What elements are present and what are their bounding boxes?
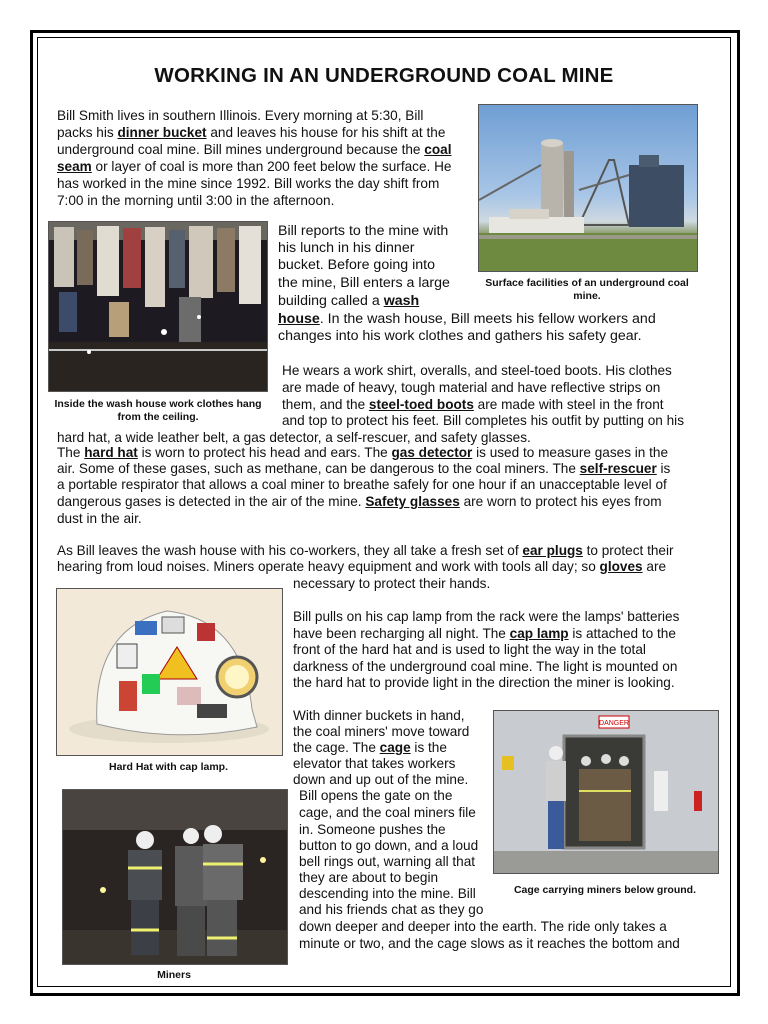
p2-line: the mine, Bill enters a large (278, 275, 450, 291)
term-cap-lamp: cap lamp (509, 626, 569, 641)
caption-miners: Miners (157, 969, 191, 981)
p5-line: have been recharging all night. The cap lamp is attached to the (293, 626, 676, 641)
p2-line: building called a wash (278, 293, 420, 309)
p6-line: descending into the mine. Bill (299, 886, 476, 901)
p6-line: in. Someone pushes the (299, 822, 446, 837)
wash-house-drawing (49, 222, 267, 391)
p5-line: the hard hat to provide light in the direction the miner is looking. (293, 675, 675, 690)
p6-line: down and up out of the mine. (293, 772, 469, 787)
term-self-rescuer: self-rescuer (579, 461, 657, 476)
p3-line: hard hat, a wide leather belt, a gas detector, a self-rescuer, and safety glasses. (57, 430, 531, 445)
p3-line: and top to protect his feet. Bill completes his outfit by putting on his (282, 413, 684, 428)
p4-line: As Bill leaves the wash house with his co-workers, they all take a fresh set of ear plugs to protect their (57, 543, 674, 558)
surface-facilities-drawing (479, 105, 697, 271)
term-safety-glasses: Safety glasses (365, 494, 460, 509)
hard-hat-drawing (57, 589, 282, 755)
p6-line: minute or two, and the cage slows as it reaches the bottom and (299, 936, 680, 951)
p1-line: 7:00 in the morning until 3:00 in the afternoon. (57, 193, 335, 208)
p2-line: bucket. Before going into (278, 257, 435, 273)
p3-line: a portable respirator that allows a coal miner to breathe safely for one hour if an unacceptable level of (57, 477, 667, 492)
caption-hard-hat: Hard Hat with cap lamp. (108, 761, 229, 773)
term-coal-seam-2: seam (57, 159, 92, 174)
p3-line: He wears a work shirt, overalls, and steel-toed boots. His clothes (282, 363, 672, 378)
p3-line-safety-glasses: dangerous gases is detected in the air of the mine. Safety glasses are worn to protect his eyes from (57, 494, 662, 509)
p6-line: elevator that takes workers (293, 756, 456, 771)
miners-drawing (63, 790, 287, 964)
photo-hard-hat (56, 588, 283, 756)
p1-line: packs his dinner bucket and leaves his house for his shift at the (57, 125, 446, 140)
term-dinner-bucket: dinner bucket (117, 125, 207, 140)
photo-surface-facilities (478, 104, 698, 272)
p2-line: changes into his work clothes and gathers his safety gear. (278, 328, 642, 344)
term-hard-hat: hard hat (84, 445, 138, 460)
p1-line: underground coal mine. Bill mines underground because the coal (57, 142, 452, 157)
p2-line: Bill reports to the mine with (278, 223, 449, 239)
term-coal-seam-1: coal (424, 142, 452, 157)
p6-line: button to go down, and a loud (299, 838, 479, 853)
p3-line: them, and the steel-toed boots are made with steel in the front (282, 397, 664, 412)
p5-line: front of the hard hat and is used to light the way in the total (293, 642, 646, 657)
p6-line: bell rings out, warning all that (299, 854, 476, 869)
term-wash-house-1: wash (383, 293, 420, 309)
term-wash-house-2: house (278, 311, 320, 327)
page-title: WORKING IN AN UNDERGROUND COAL MINE (154, 64, 614, 87)
p3-line: are made of heavy, tough material and have reflective strips on (282, 380, 661, 395)
term-gas-detector: gas detector (391, 445, 473, 460)
p1-line: seam or layer of coal is more than 200 feet below the surface. He (57, 159, 452, 174)
term-ear-plugs: ear plugs (522, 543, 583, 558)
p3-line: dust in the air. (57, 511, 142, 526)
cage-drawing (494, 711, 718, 873)
p1-line: has worked in the mine since 1992. Bill works the day shift from (57, 176, 440, 191)
photo-wash-house (48, 221, 268, 392)
p2-line: his lunch in his dinner (278, 240, 415, 256)
photo-miners (62, 789, 288, 965)
p6-line: the coal miners' move toward (293, 724, 470, 739)
caption-cage: Cage carrying miners below ground. (513, 884, 697, 896)
term-steel-toed-boots: steel-toed boots (368, 397, 474, 412)
cage-sign-text: DANGER (599, 720, 629, 727)
p6-line: Bill opens the gate on the (299, 788, 453, 803)
p5-line: Bill pulls on his cap lamp from the rack were the lamps' batteries (293, 609, 680, 624)
caption-wash-house: Inside the wash house work clothes hang from the ceiling. (54, 398, 262, 423)
p1-line: Bill Smith lives in southern Illinois. Every morning at 5:30, Bill (57, 108, 424, 123)
p5-line: darkness of the underground coal mine. The light is mounted on (293, 659, 678, 674)
term-gloves: gloves (599, 559, 643, 574)
p3-line: The hard hat is worn to protect his head and ears. The gas detector is used to measure gases in the (57, 445, 669, 460)
p6-line: down deeper and deeper into the earth. The ride only takes a (299, 919, 667, 934)
p4-line: hearing from loud noises. Miners operate heavy equipment and work with tools all day; so gloves are (57, 559, 667, 574)
term-cage: cage (379, 740, 411, 755)
p4-line: necessary to protect their hands. (293, 576, 491, 591)
photo-cage (493, 710, 719, 874)
p3-line: air. Some of these gases, such as methane, can be dangerous to the coal miners. The self-rescuer is (57, 461, 671, 476)
p6-line: cage, and the coal miners file (299, 805, 476, 820)
p6-line: and his friends chat as they go (299, 902, 484, 917)
p6-line: they are about to begin (299, 870, 439, 885)
p6-line: With dinner buckets in hand, (293, 708, 465, 723)
p6-line: the cage. The cage is the (293, 740, 447, 755)
p2-line: house. In the wash house, Bill meets his fellow workers and (278, 311, 656, 327)
caption-surface-facilities: Surface facilities of an underground coal mine. (485, 277, 689, 302)
